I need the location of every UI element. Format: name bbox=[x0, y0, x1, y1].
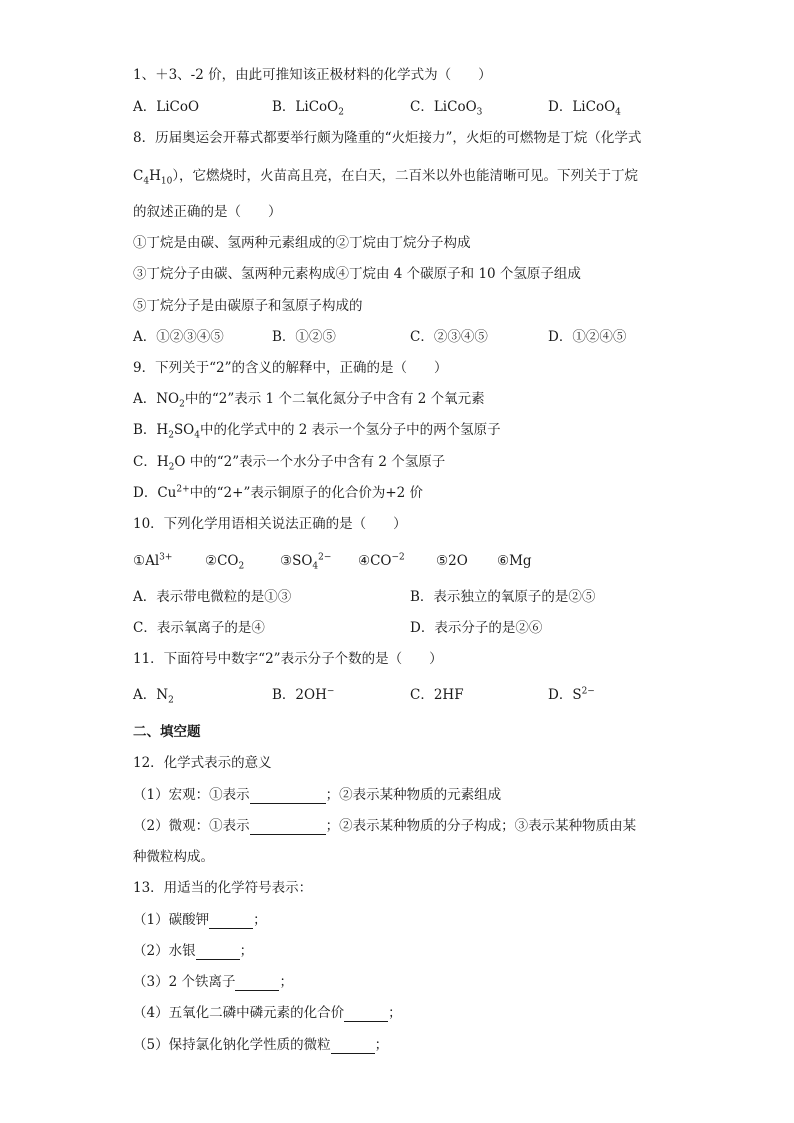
q11-stem: 11．下面符号中数字“2”表示分子个数的是（ ） bbox=[133, 651, 443, 667]
q8-option-d[interactable]: D．①②④⑤ bbox=[548, 329, 627, 345]
q9-option-b[interactable]: B．$H_2SO_4$中的化学式中的 2 表示一个氢分子中的两个氢原子 bbox=[133, 422, 501, 441]
q8-option-b[interactable]: B．①②⑤ bbox=[272, 329, 336, 345]
answer-blank[interactable] bbox=[235, 976, 279, 991]
q12-part-2-cont: 种微粒构成。 bbox=[133, 849, 214, 865]
q10-stem: 10．下列化学用语相关说法正确的是（ ） bbox=[133, 516, 407, 532]
q11-option-b[interactable]: B．2OH− bbox=[272, 686, 335, 703]
q7-option-b[interactable]: B．LiCoO$_2$ bbox=[272, 99, 344, 118]
q8-stem-line2: $C_4H_{10}$），它燃烧时，火苗高且亮，在白天，二百米以外也能清晰可见。下列关于丁烷 bbox=[133, 168, 639, 187]
q8-option-a[interactable]: A．①②③④⑤ bbox=[133, 329, 224, 345]
q13-stem: 13．用适当的化学符号表示： bbox=[133, 880, 313, 896]
q13-item-3: （3）2 个铁离子 ； bbox=[133, 974, 293, 990]
q10-option-d[interactable]: D．表示分子的是②⑥ bbox=[410, 620, 543, 636]
q10-item-5: ⑤2O bbox=[436, 553, 468, 569]
answer-blank[interactable] bbox=[250, 820, 326, 835]
q9-option-a[interactable]: A．$NO_2$中的“2”表示 1 个二氧化氮分子中含有 2 个氧元素 bbox=[133, 391, 485, 410]
q7-option-c[interactable]: C．LiCoO$_3$ bbox=[410, 99, 483, 118]
q7-stem-tail: 1、＋3、-2 价，由此可推知该正极材料的化学式为（ ） bbox=[133, 67, 492, 83]
q12-stem: 12．化学式表示的意义 bbox=[133, 755, 272, 771]
q7-option-a[interactable]: A．LiCoO bbox=[133, 99, 200, 115]
q12-part-1: （1）宏观：①表示 ；②表示某种物质的元素组成 bbox=[133, 787, 502, 803]
q8-statement-3: ⑤丁烷分子是由碳原子和氢原子构成的 bbox=[133, 298, 363, 314]
q9-stem: 9．下列关于“2”的含义的解释中，正确的是（ ） bbox=[133, 360, 448, 376]
q10-item-3: $③SO_4^{2-}$ bbox=[280, 552, 332, 572]
q11-option-c[interactable]: C．2HF bbox=[410, 687, 464, 703]
q9-option-d[interactable]: D．$Cu^{2+}$中的“2+”表示铜原子的化合价为+2 价 bbox=[133, 484, 424, 501]
q8-option-c[interactable]: C．②③④⑤ bbox=[410, 329, 488, 345]
answer-blank[interactable] bbox=[250, 789, 326, 804]
q10-option-c[interactable]: C．表示氧离子的是④ bbox=[133, 620, 265, 636]
q10-item-4: $④CO^{-2}$ bbox=[358, 552, 405, 569]
q10-item-1: $①Al^{3+}$ bbox=[133, 552, 173, 569]
answer-blank[interactable] bbox=[209, 914, 253, 929]
q11-option-a[interactable]: A．$N_2$ bbox=[133, 687, 174, 706]
q8-stem-line3: 的叙述正确的是（ ） bbox=[133, 204, 282, 220]
q9-option-c[interactable]: C．$H_2O$ 中的“2”表示一个水分子中含有 2 个氢原子 bbox=[133, 454, 446, 473]
q10-option-b[interactable]: B．表示独立的氧原子的是②⑤ bbox=[410, 589, 596, 605]
q8-statement-1: ①丁烷是由碳、氢两种元素组成的②丁烷由丁烷分子构成 bbox=[133, 235, 471, 251]
q13-item-2: （2）水银 ； bbox=[133, 943, 254, 959]
q10-option-a[interactable]: A．表示带电微粒的是①③ bbox=[133, 589, 292, 605]
q8-stem-line1: 8．历届奥运会开幕式都要举行颇为隆重的“火炬接力”，火炬的可燃物是丁烷（化学式 bbox=[133, 130, 642, 146]
section-heading: 二、填空题 bbox=[133, 724, 201, 740]
q12-part-2: （2）微观：①表示 ；②表示某种物质的分子构成；③表示某种物质由某 bbox=[133, 818, 637, 834]
q11-option-d[interactable]: D．$S^{2-}$ bbox=[548, 686, 595, 703]
q10-item-6: ⑥Mg bbox=[497, 553, 532, 569]
q13-item-4: （4）五氧化二磷中磷元素的化合价 ； bbox=[133, 1005, 402, 1021]
q13-item-1: （1）碳酸钾 ； bbox=[133, 912, 267, 928]
answer-blank[interactable] bbox=[344, 1007, 388, 1022]
q10-item-2: $②CO_2$ bbox=[205, 553, 245, 572]
q8-statement-2: ③丁烷分子由碳、氢两种元素构成④丁烷由 4 个碳原子和 10 个氢原子组成 bbox=[133, 266, 581, 282]
q7-option-d[interactable]: D．LiCoO$_4$ bbox=[548, 99, 621, 118]
answer-blank[interactable] bbox=[331, 1039, 375, 1054]
q13-item-5: （5）保持氯化钠化学性质的微粒 ； bbox=[133, 1037, 389, 1053]
answer-blank[interactable] bbox=[196, 945, 240, 960]
